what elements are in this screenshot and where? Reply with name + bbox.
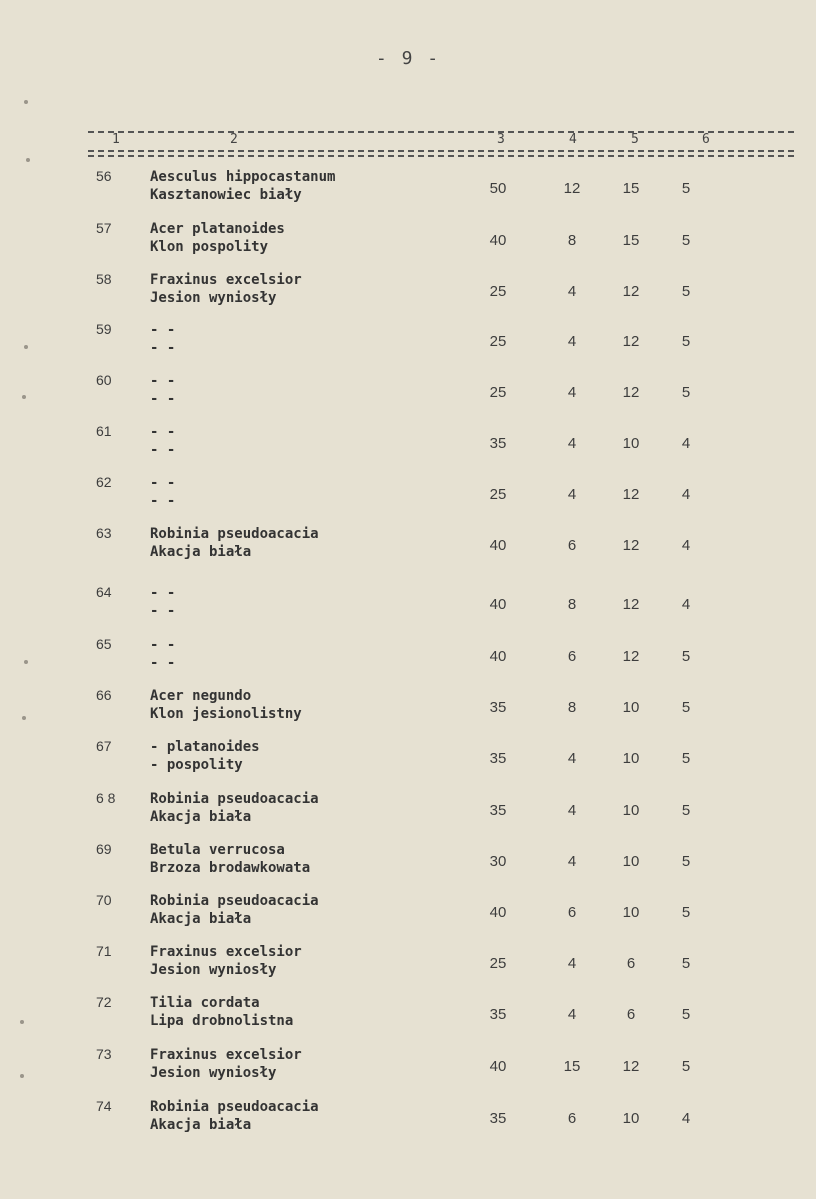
polish-name: - -: [150, 655, 176, 671]
row-number: 64: [96, 584, 112, 600]
value-col-5: 10: [622, 904, 640, 921]
polish-name: - -: [150, 391, 176, 407]
row-number: 63: [96, 525, 112, 541]
row-number: 66: [96, 687, 112, 703]
row-number: 61: [96, 423, 112, 439]
row-number: 57: [96, 220, 112, 236]
row-number: 59: [96, 321, 112, 337]
species-name: [150, 636, 175, 672]
value-col-4: 6: [567, 648, 577, 665]
species-name: [150, 994, 293, 1030]
table-row: [0, 220, 816, 268]
latin-name: Fraxinus excelsior: [150, 1047, 302, 1063]
species-name: [150, 943, 302, 979]
value-col-5: 12: [622, 648, 640, 665]
polish-name: Akacja biała: [150, 1117, 252, 1133]
value-col-4: 6: [567, 537, 577, 554]
value-col-5: 10: [622, 853, 640, 870]
row-number: 58: [96, 271, 112, 287]
table-row: [0, 168, 816, 216]
species-name: [150, 372, 175, 408]
row-number: 62: [96, 474, 112, 490]
value-col-3: 35: [489, 1006, 507, 1023]
species-name: [150, 1046, 302, 1082]
value-col-4: 4: [567, 750, 577, 767]
value-col-4: 6: [567, 904, 577, 921]
table-row: [0, 790, 816, 838]
polish-name: Jesion wyniosły: [150, 290, 277, 306]
value-col-3: 40: [489, 1058, 507, 1075]
row-number: 72: [96, 994, 112, 1010]
table-row: [0, 994, 816, 1042]
species-name: [150, 168, 335, 204]
species-name: [150, 687, 302, 723]
value-col-3: 40: [489, 596, 507, 613]
value-col-3: 25: [489, 384, 507, 401]
latin-name: - -: [150, 322, 176, 338]
value-col-4: 4: [567, 384, 577, 401]
value-col-6: 5: [681, 180, 691, 197]
polish-name: Brzoza brodawkowata: [150, 860, 311, 876]
value-col-4: 8: [567, 232, 577, 249]
value-col-6: 5: [681, 904, 691, 921]
value-col-3: 35: [489, 435, 507, 452]
polish-name: - -: [150, 603, 176, 619]
species-name: [150, 321, 175, 357]
value-col-4: 12: [563, 180, 581, 197]
species-name: [150, 220, 285, 256]
latin-name: - -: [150, 585, 176, 601]
value-col-6: 5: [681, 750, 691, 767]
value-col-5: 12: [622, 333, 640, 350]
value-col-4: 4: [567, 333, 577, 350]
row-number: 65: [96, 636, 112, 652]
value-col-3: 35: [489, 750, 507, 767]
value-col-5: 10: [622, 802, 640, 819]
latin-name: - -: [150, 475, 176, 491]
value-col-3: 50: [489, 180, 507, 197]
margin-mark: [20, 1020, 24, 1024]
polish-name: - -: [150, 493, 176, 509]
table-row: [0, 841, 816, 889]
column-header-4: 4: [569, 132, 577, 147]
species-name: [150, 584, 175, 620]
row-number: 71: [96, 943, 112, 959]
species-name: [150, 841, 310, 877]
polish-name: - pospolity: [150, 757, 243, 773]
value-col-6: 4: [681, 537, 691, 554]
page-number: - 9 -: [375, 48, 441, 69]
row-number: 70: [96, 892, 112, 908]
column-header-6: 6: [702, 132, 710, 147]
value-col-5: 12: [622, 283, 640, 300]
value-col-6: 4: [681, 1110, 691, 1127]
row-number: 73: [96, 1046, 112, 1062]
value-col-4: 4: [567, 435, 577, 452]
latin-name: - -: [150, 424, 176, 440]
value-col-6: 5: [681, 1006, 691, 1023]
margin-mark: [24, 660, 28, 664]
table-row: [0, 1098, 816, 1146]
value-col-6: 5: [681, 333, 691, 350]
polish-name: Akacja biała: [150, 809, 252, 825]
table-row: [0, 271, 816, 319]
latin-name: Tilia cordata: [150, 995, 260, 1011]
value-col-5: 12: [622, 384, 640, 401]
value-col-3: 40: [489, 537, 507, 554]
value-col-5: 10: [622, 1110, 640, 1127]
value-col-5: 15: [622, 180, 640, 197]
latin-name: Fraxinus excelsior: [150, 272, 302, 288]
value-col-5: 6: [626, 955, 636, 972]
margin-mark: [24, 345, 28, 349]
latin-name: Robinia pseudoacacia: [150, 893, 319, 909]
value-col-6: 4: [681, 435, 691, 452]
value-col-3: 25: [489, 283, 507, 300]
value-col-4: 15: [563, 1058, 581, 1075]
polish-name: Jesion wyniosły: [150, 1065, 277, 1081]
value-col-4: 4: [567, 802, 577, 819]
column-header-2: 2: [230, 132, 238, 147]
value-col-6: 5: [681, 699, 691, 716]
table-row: [0, 636, 816, 684]
polish-name: Kasztanowiec biały: [150, 187, 302, 203]
polish-name: Klon pospolity: [150, 239, 269, 255]
value-col-4: 4: [567, 955, 577, 972]
table-row: [0, 321, 816, 369]
value-col-5: 12: [622, 537, 640, 554]
value-col-6: 5: [681, 648, 691, 665]
value-col-3: 40: [489, 904, 507, 921]
species-name: [150, 790, 319, 826]
species-name: [150, 1098, 319, 1134]
value-col-3: 30: [489, 853, 507, 870]
species-name: [150, 738, 260, 774]
value-col-5: 10: [622, 750, 640, 767]
table-row: [0, 687, 816, 735]
margin-mark: [20, 1074, 24, 1078]
value-col-6: 5: [681, 384, 691, 401]
latin-name: Fraxinus excelsior: [150, 944, 302, 960]
value-col-5: 6: [626, 1006, 636, 1023]
value-col-3: 35: [489, 802, 507, 819]
value-col-5: 12: [622, 1058, 640, 1075]
value-col-6: 4: [681, 486, 691, 503]
value-col-3: 40: [489, 648, 507, 665]
value-col-6: 5: [681, 1058, 691, 1075]
table-row: [0, 372, 816, 420]
latin-name: Robinia pseudoacacia: [150, 791, 319, 807]
row-number: 69: [96, 841, 112, 857]
polish-name: Lipa drobnolistna: [150, 1013, 294, 1029]
latin-name: Acer platanoides: [150, 221, 285, 237]
value-col-4: 8: [567, 596, 577, 613]
species-name: [150, 525, 319, 561]
value-col-6: 5: [681, 232, 691, 249]
value-col-4: 4: [567, 283, 577, 300]
row-number: 74: [96, 1098, 112, 1114]
latin-name: - platanoides: [150, 739, 260, 755]
value-col-6: 5: [681, 283, 691, 300]
polish-name: - -: [150, 442, 176, 458]
header-rule-double: [88, 150, 794, 157]
column-header-3: 3: [497, 132, 505, 147]
table-row: [0, 525, 816, 573]
polish-name: - -: [150, 340, 176, 356]
latin-name: Betula verrucosa: [150, 842, 285, 858]
row-number: 6 8: [96, 790, 116, 806]
table-row: [0, 892, 816, 940]
table-row: [0, 474, 816, 522]
value-col-3: 35: [489, 1110, 507, 1127]
latin-name: Acer negundo: [150, 688, 252, 704]
table-row: [0, 1046, 816, 1094]
value-col-5: 10: [622, 699, 640, 716]
value-col-5: 12: [622, 486, 640, 503]
margin-mark: [24, 100, 28, 104]
latin-name: - -: [150, 637, 176, 653]
latin-name: Robinia pseudoacacia: [150, 526, 319, 542]
value-col-5: 12: [622, 596, 640, 613]
species-name: [150, 474, 175, 510]
column-header-5: 5: [631, 132, 639, 147]
polish-name: Klon jesionolistny: [150, 706, 302, 722]
value-col-4: 6: [567, 1110, 577, 1127]
latin-name: Aesculus hippocastanum: [150, 169, 336, 185]
polish-name: Akacja biała: [150, 911, 252, 927]
margin-mark: [22, 716, 26, 720]
value-col-6: 5: [681, 853, 691, 870]
value-col-5: 15: [622, 232, 640, 249]
value-col-3: 25: [489, 486, 507, 503]
table-row: [0, 423, 816, 471]
margin-mark: [26, 158, 30, 162]
latin-name: Robinia pseudoacacia: [150, 1099, 319, 1115]
polish-name: Akacja biała: [150, 544, 252, 560]
header-rule-top: [88, 131, 794, 133]
value-col-3: 35: [489, 699, 507, 716]
margin-mark: [22, 395, 26, 399]
table-row: [0, 943, 816, 991]
value-col-6: 5: [681, 802, 691, 819]
value-col-4: 4: [567, 1006, 577, 1023]
value-col-6: 5: [681, 955, 691, 972]
species-name: [150, 271, 302, 307]
species-name: [150, 892, 319, 928]
table-row: [0, 738, 816, 786]
value-col-6: 4: [681, 596, 691, 613]
value-col-4: 8: [567, 699, 577, 716]
value-col-3: 25: [489, 955, 507, 972]
row-number: 56: [96, 168, 112, 184]
row-number: 60: [96, 372, 112, 388]
value-col-4: 4: [567, 486, 577, 503]
polish-name: Jesion wyniosły: [150, 962, 277, 978]
value-col-3: 40: [489, 232, 507, 249]
latin-name: - -: [150, 373, 176, 389]
value-col-4: 4: [567, 853, 577, 870]
table-row: [0, 584, 816, 632]
column-header-1: 1: [112, 132, 120, 147]
row-number: 67: [96, 738, 112, 754]
value-col-5: 10: [622, 435, 640, 452]
species-name: [150, 423, 175, 459]
value-col-3: 25: [489, 333, 507, 350]
